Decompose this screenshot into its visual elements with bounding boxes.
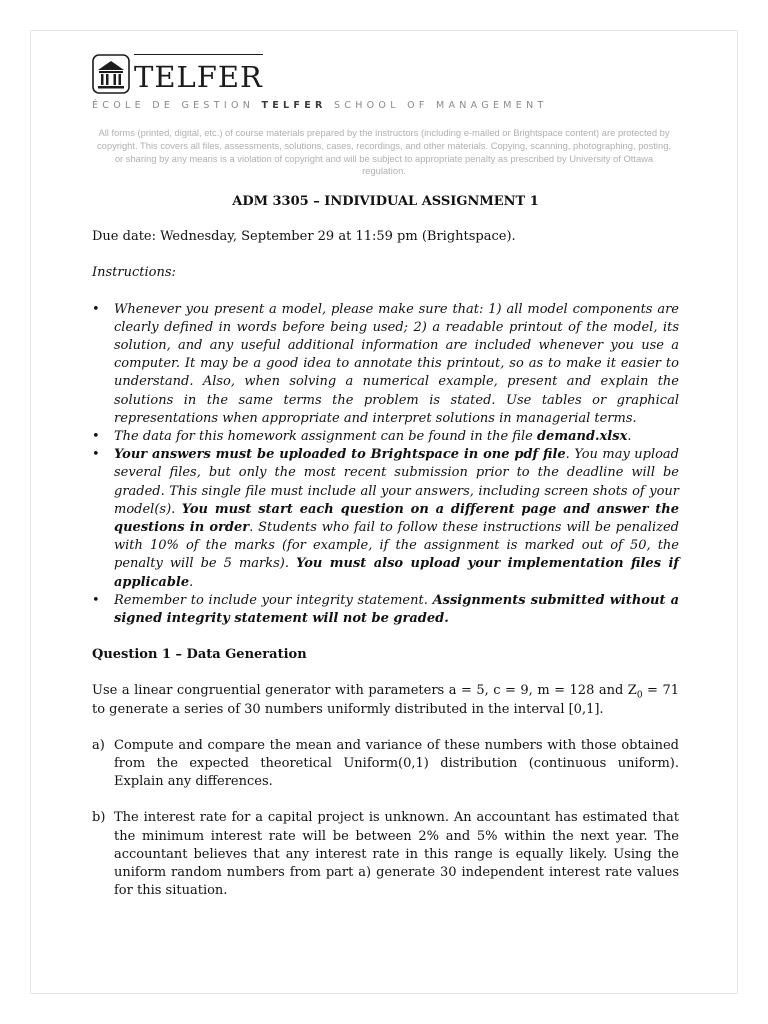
instruction-text: . <box>189 574 194 590</box>
school-tagline <box>92 100 548 111</box>
emphasis-text: You must start each question on a different page and answer the questions in order <box>114 501 679 536</box>
subscript-zero: 0 <box>636 691 643 702</box>
instructions-list <box>92 301 679 629</box>
intro-text: = 71 to generate a series of 30 numbers uniformly distributed in the interval [0,1]. <box>92 683 679 717</box>
question-1-part-b <box>92 809 679 900</box>
list-item <box>92 428 679 446</box>
emphasis-text: Your answers must be uploaded to Brightspace in one pdf file <box>114 447 566 463</box>
question-1-part-a <box>92 737 679 792</box>
instruction-text: Whenever you present a model, please make sure that: 1) all model components are clearly defined in words before being used; 2) a readable printout of the model, its solution, and any useful additional information are included whenever you use a computer. It may be a good idea to annotate this printout, so as to make it easier to understand. Also, when solving a numerical example, present and explain the solutions in the same terms the problem is stated. Use tables or graphical representations when appropriate and interpret solutions in managerial terms. <box>114 301 679 426</box>
instruction-text: . Students who fail to follow these instructions will be penalized with 10% of the marks (for example, if the assignment is marked out of 50, the penalty will be 5 marks). <box>114 520 679 572</box>
instruction-text: Remember to include your integrity statement. <box>114 592 433 608</box>
emphasis-text: You must also upload your implementation files if applicable <box>114 556 679 590</box>
instruction-text: . You may upload several files, but only the most recent submission prior to the deadline will be graded. This single file must include all your answers, including screen shots of your model(s). <box>114 447 679 517</box>
assignment-title: ADM 3305 – INDIVIDUAL ASSIGNMENT 1 <box>232 194 539 209</box>
instructions-label: Instructions: <box>92 265 176 281</box>
list-item <box>92 301 679 428</box>
tagline-english: SCHOOL OF MANAGEMENT <box>333 100 548 111</box>
logo-wordmark: TELFER <box>134 54 263 95</box>
data-filename: demand.xlsx <box>536 429 628 445</box>
telfer-logo <box>92 54 263 95</box>
copyright-notice: All forms (printed, digital, etc.) of course materials prepared by the instructors (including e-mailed or Brightspace content) are protected by copyright. This covers all files, assessments, solutions, cases, recordings, and other materials. Copying, scanning, photographing, posting, or sharing by any means is a violation of copyright and will be subject to appropriate penalty as prescribed by University of Ottawa regulation. <box>96 127 672 177</box>
emphasis-text: Assignments submitted without a signed integrity statement will not be graded. <box>114 592 679 627</box>
due-date: Due date: Wednesday, September 29 at 11:59 pm (Brightspace). <box>92 229 516 245</box>
list-item <box>92 446 679 592</box>
question-1-heading: Question 1 – Data Generation <box>92 647 307 663</box>
part-text: Compute and compare the mean and variance of these numbers with those obtained from the expected theoretical Uniform(0,1) distribution (continuous uniform). Explain any differences. <box>114 737 679 790</box>
instruction-text: . <box>627 429 632 445</box>
part-label: b) <box>92 810 106 826</box>
question-1-intro <box>92 682 679 718</box>
building-columns-icon <box>92 54 130 94</box>
list-item <box>92 592 679 628</box>
bullet-marker: • <box>92 592 100 608</box>
tagline-french: ÉCOLE DE GESTION <box>92 100 255 111</box>
bullet-marker: • <box>92 301 100 317</box>
document-body <box>92 193 679 901</box>
part-label: a) <box>92 737 105 753</box>
bullet-marker: • <box>92 447 100 463</box>
intro-text: Use a linear congruential generator with parameters a = 5, c = 9, m = 128 and Z <box>92 683 637 699</box>
bullet-marker: • <box>92 429 100 445</box>
tagline-telfer: TELFER <box>261 100 327 111</box>
part-text: The interest rate for a capital project is unknown. An accountant has estimated that the minimum interest rate will be between 2% and 5% within the next year. The accountant believes that any interest rate in this range is equally likely. Using the uniform random numbers from part a) generate 30 independent interest rate values for this situation. <box>114 810 679 899</box>
instruction-text: The data for this homework assignment can be found in the file <box>114 429 537 445</box>
